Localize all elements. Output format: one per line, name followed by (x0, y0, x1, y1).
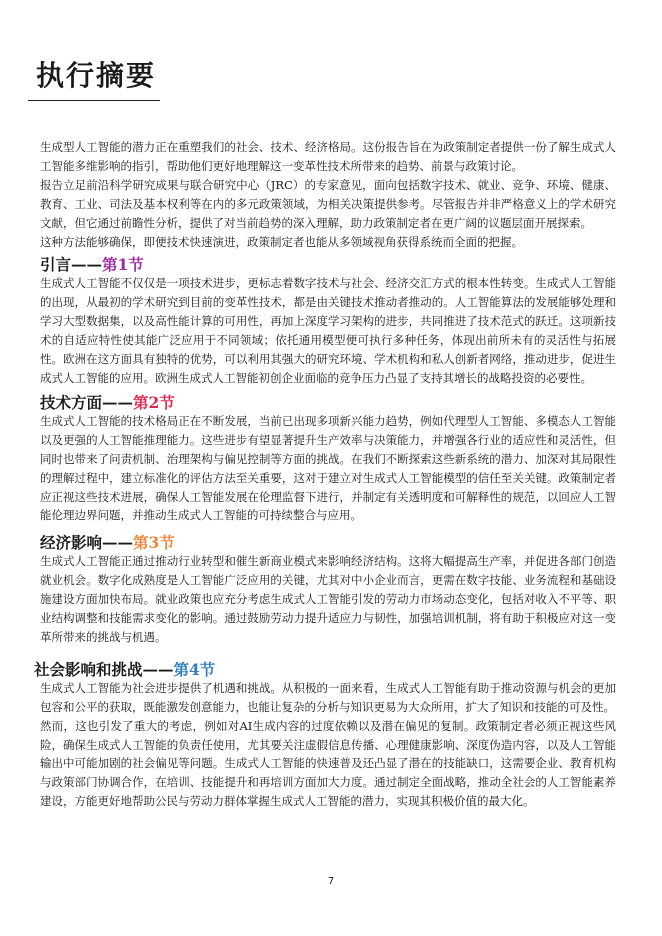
section-introduction (40, 255, 616, 387)
section-number: 第2节 (133, 392, 175, 412)
section-heading (40, 533, 616, 552)
section-heading-text: 经济影响—— (40, 533, 134, 553)
title-underline (28, 100, 160, 101)
section-technology (40, 393, 616, 525)
section-heading-text: 技术方面—— (40, 392, 134, 412)
section-paragraph: 生成式人工智能不仅仅是一项技术进步，更标志着数字技术与社会、经济交汇方式的根本性转变。生成式人工智能的出现，从最初的学术研究到目前的变革性技术，都是由关键技术推动者推动的。人工智能算法的发展能够处理和学习大型数据集，以及高性能计算的可用性，再加上深度学习架构的进步，共同推进了技术范式的跃迁。这项新技术的自适应特性使其能广泛应用于不同领域；依托通用模型便可执行多种任务，体现出前所未有的灵活性与拓展性。欧洲在这方面具有独特的优势，可以利用其强大的研究环境、学术机构和私人创新者网络，推动进步，促进生成式人工智能的应用。欧洲生成式人工智能初创企业面临的竞争压力凸显了支持其增长的战略投资的必要性。 (40, 276, 616, 385)
section-heading (40, 255, 616, 274)
section-paragraph: 生成式人工智能正通过推动行业转型和催生新商业模式来影响经济结构。这将大幅提高生产率，并促进各部门创造就业机会。数字化成熟度是人工智能广泛应用的关键，尤其对中小企业而言，更需在数字技能、业务流程和基础设施建设方面加快布局。就业政策也应充分考虑生成式人工智能引发的劳动力市场动态变化，包括对收入不平等、职业结构调整和技能需求变化的影响。通过鼓励劳动力提升适应力与韧性，加强培训机制，将有助于积极应对这一变革所带来的挑战与机遇。 (40, 554, 616, 644)
section-number: 第4节 (173, 659, 216, 679)
page-title: 执行摘要 (36, 59, 157, 92)
intro-paragraph: 报告立足前沿科学研究成果与联合研究中心（JRC）的专家意见，面向包括数字技术、就业、竞争、环境、健康、教育、工业、司法及基本权利等在内的多元政策领域，为相关决策提供参考。尽管报告并非严格意义上的学术研究文献，但它通过前瞻性分析，提供了对当前趋势的深入理解，助力政策制定者在更广阔的议题层面开展探索。 (40, 177, 616, 230)
intro (40, 138, 616, 251)
section-paragraph: 生成式人工智能为社会进步提供了机遇和挑战。从积极的一面来看，生成式人工智能有助于推动资源与机会的更加包容和公平的获取，既能激发创意能力，也能让复杂的分析与知识更易为大众所用，扩大了知识和技能的可及性。 (40, 680, 616, 714)
section-paragraph: 然而，这也引发了重大的考虑，例如对AI生成内容的过度依赖以及潜在偏见的复制。政策制定者必须正视这些风险，确保生成式人工智能的负责任使用，尤其要关注虚假信息传播、心理健康影响、深度伪造内容，以及人工智能输出中可能加剧的社会偏见等问题。生成式人工智能的快速普及还凸显了潜在的技能缺口，这需要企业、教育机构与政策部门协调合作，在培训、技能提升和再培训方面加大力度。通过制定全面战略，推动全社会的人工智能素养建设，方能更好地帮助公民与劳动力群体掌握生成式人工智能的潜力，实现其积极价值的最大化。 (40, 718, 616, 809)
section-social-impact (34, 659, 616, 811)
section-heading (40, 393, 616, 412)
section-heading-text: 引言—— (40, 255, 103, 275)
section-paragraph: 生成式人工智能的技术格局正在不断发展，当前已出现多项新兴能力趋势，例如代理型人工智能、多模态人工智能以及更强的人工智能推理能力。这些进步有望显著提升生产效率与决策能力，并增强各行业的适应性和灵活性，但同时也带来了问责机制、治理架构与偏见控制等方面的挑战。在我们不断探索这些新系统的潜力、加深对其局限性的理解过程中，建立标准化的评估方法至关重要，这对于建立对生成式人工智能模型的信任至关关键。政策制定者应正视这些技术进展，确保人工智能发展在伦理监督下进行，并制定有关透明度和可解释性的规范，以回应人工智能伦理边界问题，并推动生成式人工智能的可持续整合与应用。 (40, 413, 616, 523)
page-number: 7 (327, 876, 335, 887)
section-economic-impact (40, 533, 616, 647)
section-heading (34, 660, 616, 679)
section-heading-text: 社会影响和挑战—— (34, 659, 174, 679)
document-body (34, 138, 616, 811)
section-number: 第3节 (133, 533, 175, 553)
section-number: 第1节 (102, 255, 144, 275)
intro-paragraph: 生成型人工智能的潜力正在重塑我们的社会、技术、经济格局。这份报告旨在为政策制定者提供一份了解生成式人工智能多维影响的指引，帮助他们更好地理解这一变革性技术所带来的趋势、前景与政策讨论。 (40, 140, 616, 173)
intro-paragraph: 这种方法能够确保，即便技术快速演进，政策制定者也能从多领域视角获得系统而全面的把握。 (40, 234, 523, 249)
